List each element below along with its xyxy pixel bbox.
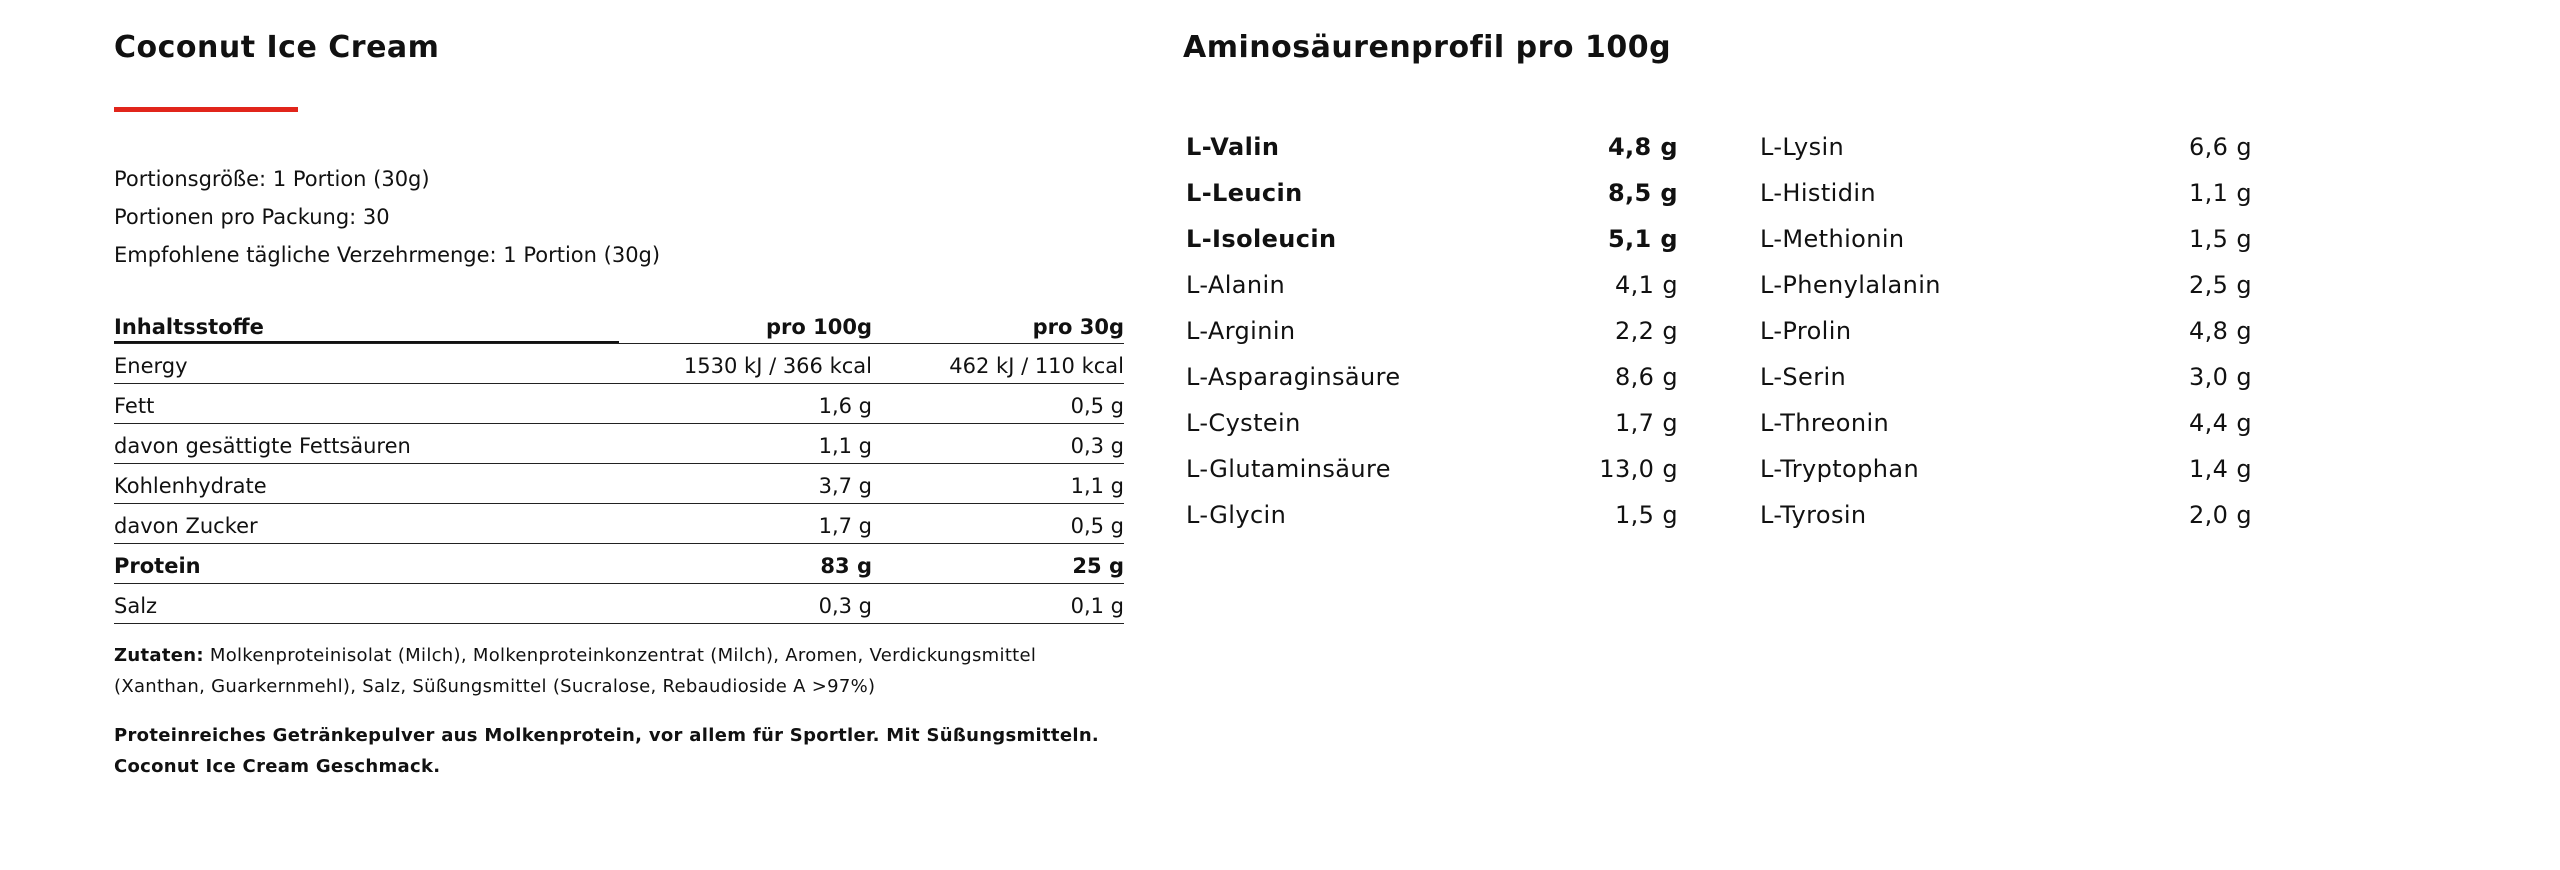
nutrition-row [114,344,1124,384]
amino-acid-row [1186,400,1678,446]
amino-acid-name: L-Leucin [1186,179,1303,207]
amino-acid-name: L-Tyrosin [1760,501,1867,529]
value-per-100g: 3,7 g [818,474,872,498]
claim-line-1: Proteinreiches Getränkepulver aus Molkenprotein, vor allem für Sportler. Mit Süßungsmitteln. [114,725,1100,746]
value-per-30g: 0,3 g [1070,434,1124,458]
value-per-30g: 0,1 g [1070,594,1124,618]
servings-per-pack: Portionen pro Packung: 30 [114,205,390,229]
serving-info [114,160,660,274]
amino-acid-name: L-Threonin [1760,409,1890,437]
amino-acid-value: 4,4 g [2188,409,2252,437]
amino-acid-name: L-Prolin [1760,317,1852,345]
amino-acid-value: 5,1 g [1607,225,1678,253]
amino-acid-row [1760,400,2252,446]
amino-acid-value: 6,6 g [2188,133,2252,161]
amino-acid-value: 1,7 g [1614,409,1678,437]
nutrient-name: davon gesättigte Fettsäuren [114,434,411,458]
amino-acid-name: L-Histidin [1760,179,1877,207]
amino-acid-value: 2,0 g [2188,501,2252,529]
nutrition-row [114,464,1124,504]
nutrition-table [114,298,1124,624]
amino-acid-row [1186,354,1678,400]
amino-acid-name: L-Alanin [1186,271,1286,299]
amino-acid-name: L-Asparaginsäure [1186,363,1401,391]
amino-acid-value: 1,1 g [2188,179,2252,207]
recommended-daily-intake: Empfohlene tägliche Verzehrmenge: 1 Portion (30g) [114,243,661,267]
amino-acid-list-right [1760,124,2252,538]
amino-acid-name: L-Glycin [1186,501,1287,529]
nutrition-row [114,504,1124,544]
value-per-30g: 25 g [1072,554,1124,578]
amino-acid-list-left [1186,124,1678,538]
value-per-100g: 0,3 g [818,594,872,618]
nutrient-name: Energy [114,354,188,378]
ingredients-list: Molkenproteinisolat (Milch), Molkenproteinkonzentrat (Milch), Aromen, Verdickungsmittel (Xanthan, Guarkernmehl), Salz, Süßungsmittel (Sucralose, Rebaudioside A >97%) [114,645,1037,697]
value-per-30g: 0,5 g [1070,514,1124,538]
nutrition-table-body [114,344,1124,624]
amino-acid-row [1760,262,2252,308]
value-per-30g: 1,1 g [1070,474,1124,498]
amino-acid-value: 2,2 g [1614,317,1678,345]
nutrient-name: Salz [114,594,158,618]
amino-acid-value: 13,0 g [1599,455,1678,483]
amino-acid-name: L-Tryptophan [1760,455,1920,483]
header-per-100g: pro 100g [766,315,872,339]
amino-acid-name: L-Arginin [1186,317,1296,345]
amino-acid-row [1186,308,1678,354]
value-per-100g: 1,7 g [818,514,872,538]
serving-size: Portionsgröße: 1 Portion (30g) [114,167,430,191]
amino-acid-value: 1,5 g [2188,225,2252,253]
amino-acid-row [1186,170,1678,216]
amino-acid-row [1760,446,2252,492]
amino-acid-value: 4,8 g [2188,317,2252,345]
amino-acid-name: L-Phenylalanin [1760,271,1941,299]
nutrient-name: Protein [114,554,201,578]
amino-acid-name: L-Isoleucin [1186,225,1337,253]
amino-acid-name: L-Serin [1760,363,1847,391]
product-claim [114,720,1124,782]
amino-acid-row [1760,308,2252,354]
amino-acid-title: Aminosäurenprofil pro 100g [1183,30,1672,65]
nutrient-name: Fett [114,394,155,418]
ingredients-label: Zutaten: [114,645,204,666]
amino-acid-value: 1,5 g [1614,501,1678,529]
value-per-100g: 83 g [820,554,872,578]
amino-acid-row [1760,124,2252,170]
ingredients-text [114,640,1124,702]
amino-acid-value: 8,6 g [1614,363,1678,391]
amino-acid-row [1186,262,1678,308]
amino-acid-name: L-Cystein [1186,409,1301,437]
amino-acid-row [1186,446,1678,492]
amino-acid-name: L-Glutaminsäure [1186,455,1391,483]
nutrition-row [114,544,1124,584]
amino-acid-row [1760,492,2252,538]
amino-acid-value: 4,1 g [1614,271,1678,299]
claim-line-2: Coconut Ice Cream Geschmack. [114,756,441,777]
amino-acid-value: 8,5 g [1607,179,1678,207]
amino-acid-value: 3,0 g [2188,363,2252,391]
nutrient-name: Kohlenhydrate [114,474,267,498]
nutrition-row [114,424,1124,464]
amino-acid-row [1760,170,2252,216]
amino-acid-row [1760,354,2252,400]
nutrient-name: davon Zucker [114,514,258,538]
amino-acid-name: L-Valin [1186,133,1280,161]
nutrition-row [114,384,1124,424]
header-per-30g: pro 30g [1032,315,1124,339]
amino-acid-value: 2,5 g [2188,271,2252,299]
value-per-100g: 1530 kJ / 366 kcal [683,354,872,378]
amino-acid-row [1186,216,1678,262]
amino-acid-name: L-Methionin [1760,225,1905,253]
value-per-100g: 1,6 g [818,394,872,418]
nutrition-table-header [114,298,1124,344]
product-title: Coconut Ice Cream [114,30,440,65]
amino-acid-row [1186,492,1678,538]
value-per-30g: 462 kJ / 110 kcal [949,354,1124,378]
value-per-30g: 0,5 g [1070,394,1124,418]
nutrition-row [114,584,1124,624]
amino-acid-value: 4,8 g [1607,133,1678,161]
value-per-100g: 1,1 g [818,434,872,458]
amino-acid-value: 1,4 g [2188,455,2252,483]
amino-acid-row [1760,216,2252,262]
amino-acid-name: L-Lysin [1760,133,1845,161]
header-ingredients: Inhaltsstoffe [114,315,264,339]
title-accent-bar [114,107,298,112]
amino-acid-row [1186,124,1678,170]
